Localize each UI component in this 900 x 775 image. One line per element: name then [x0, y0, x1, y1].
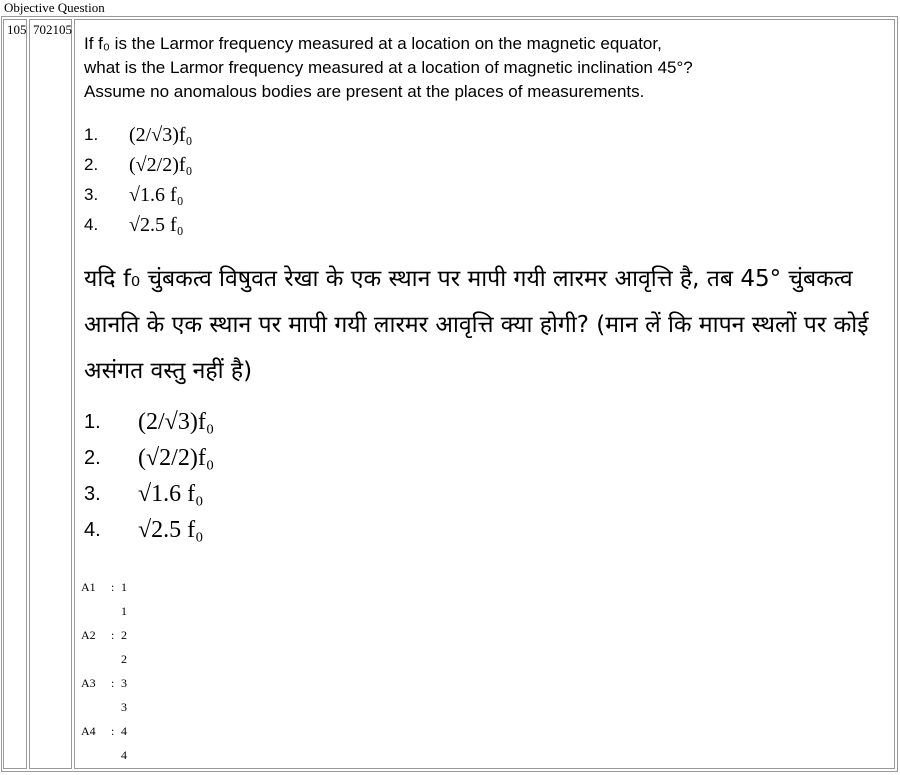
option-expression: (2/√3)f₀ [138, 408, 215, 435]
answer-row [81, 575, 141, 599]
answer-sub-value: 1 [121, 604, 127, 618]
option-expression: (2/√3)f₀ [129, 123, 193, 146]
answer-sub-value: 4 [121, 748, 127, 762]
question-table [1, 16, 898, 772]
option-expression: (√2/2)f₀ [129, 153, 193, 176]
answer-separator: : [111, 724, 115, 738]
answer-list [81, 575, 141, 767]
option-3 [84, 476, 214, 512]
option-expression: √2.5 f₀ [129, 213, 184, 236]
question-line: If f₀ is the Larmor frequency measured at a location on the magnetic equator, [84, 34, 662, 53]
option-number: 4. [84, 518, 101, 541]
answer-value: 3 [121, 676, 127, 690]
option-number: 1. [84, 125, 99, 144]
serial-cell: 105 [3, 19, 27, 769]
option-number: 3. [84, 185, 99, 204]
option-1 [84, 404, 214, 440]
question-id-cell: 702105 [29, 19, 72, 769]
answer-row [81, 671, 141, 695]
answer-separator: : [111, 676, 115, 690]
answer-key: A2 [81, 628, 96, 642]
answer-sub-value: 2 [121, 652, 127, 666]
answer-key: A3 [81, 676, 96, 690]
answer-separator: : [111, 628, 115, 642]
option-expression: √1.6 f₀ [138, 480, 204, 507]
option-number: 2. [84, 155, 99, 174]
answer-sub-value: 3 [121, 700, 127, 714]
option-expression: √1.6 f₀ [129, 183, 184, 206]
options-hindi [84, 404, 214, 548]
option-number: 3. [84, 482, 101, 505]
answer-separator: : [111, 580, 115, 594]
answer-row [81, 623, 141, 647]
option-4 [84, 210, 193, 240]
option-number: 1. [84, 410, 101, 433]
answer-key: A1 [81, 580, 96, 594]
option-3 [84, 180, 193, 210]
question-line: Assume no anomalous bodies are present at the places of measurements. [84, 82, 645, 101]
option-number: 4. [84, 215, 99, 234]
option-2 [84, 150, 193, 180]
option-expression: (√2/2)f₀ [138, 444, 215, 471]
answer-value: 4 [121, 724, 127, 738]
option-1 [84, 120, 193, 150]
section-header: Objective Question [4, 0, 105, 15]
answer-value: 1 [121, 580, 127, 594]
options-english [84, 120, 193, 240]
option-2 [84, 440, 214, 476]
question-text-hindi: यदि f₀ चुंबकत्व विषुवत रेखा के एक स्थान पर मापी गयी लारमर आवृत्ति है, तब 45° चुंबकत्व आनति के एक स्थान पर मापी गयी लारमर आवृत्ति क्या होगी? (मान लें कि मापन स्थलों पर कोई असंगत वस्तु नहीं है) [84, 266, 869, 384]
question-line: what is the Larmor frequency measured at a location of magnetic inclination 45°? [84, 58, 693, 77]
question-text-english [84, 32, 693, 104]
answer-value: 2 [121, 628, 127, 642]
question-content-cell [74, 19, 895, 769]
option-expression: √2.5 f₀ [138, 516, 204, 543]
option-number: 2. [84, 446, 101, 469]
answer-key: A4 [81, 724, 96, 738]
answer-row [81, 719, 141, 743]
option-4 [84, 512, 214, 548]
